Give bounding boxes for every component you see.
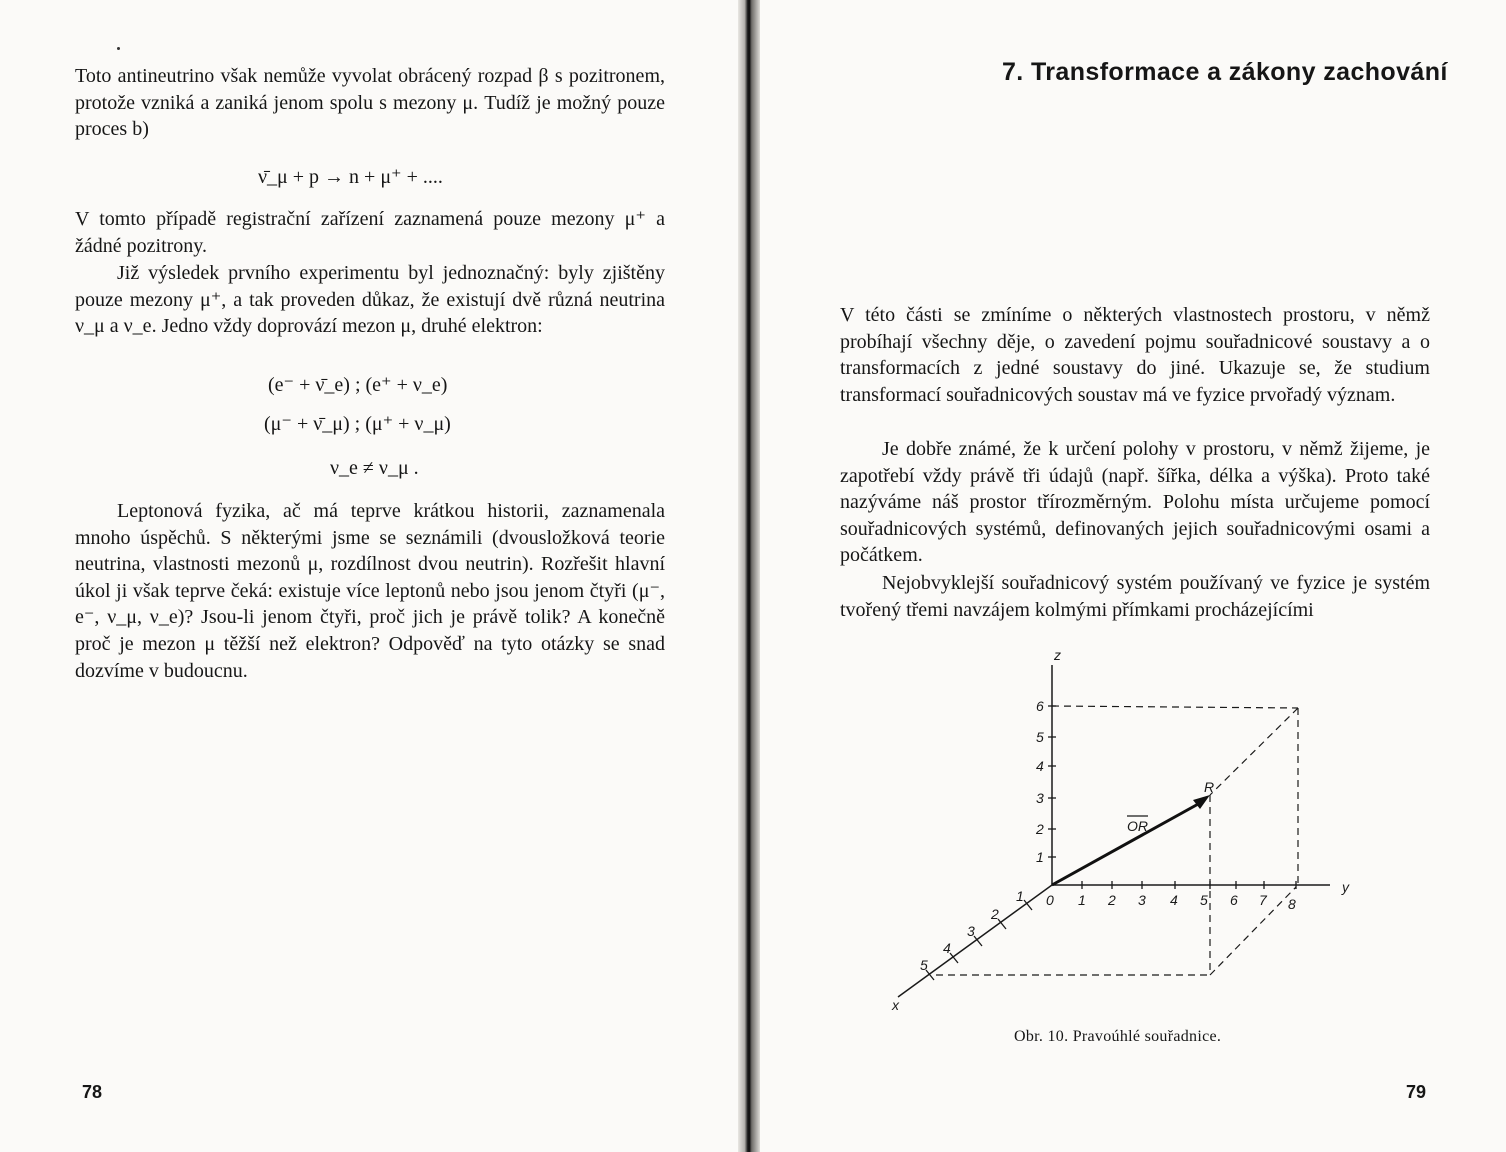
left-paragraph-4: Leptonová fyzika, ač má teprve krátkou historii, zaznamenala mnoho úspěchů. S některými jsme se seznámili (dvousložková teorie neutrina, vlastnosti mezonů μ, rozdílnost dvou neutrin). Rozřešit hlavní úkol ji však teprve čeká: existuje více leptonů nebo jsou jenom čtyři (μ⁻, e⁻, ν_μ, ν_e)? Jsou-li jenom čtyři, proč jich je právě tolik? A konečně proč je mezon μ těžší než elektron? Odpověď na tyto otázky se snad dozvíme v budoucnu. (75, 500, 665, 682)
vector-or (1052, 803, 1200, 885)
left-paragraph-2: V tomto případě registrační zařízení zaznamená pouze mezony μ⁺ a žádné pozitrony. (75, 208, 665, 257)
formula-process (258, 164, 443, 190)
coordinate-system-figure (880, 645, 1360, 1020)
page-number-left: 78 (82, 1082, 103, 1102)
formula-pair-mu: (μ⁻ + ν̄_μ) ; (μ⁺ + ν_μ) (264, 413, 451, 435)
dashed-diagonal-top (1210, 708, 1298, 795)
point-label-r: R (1204, 779, 1215, 795)
left-paragraph-3: Již výsledek prvního experimentu byl jednoznačný: byly zjištěny pouze mezony μ⁺, a tak proveden důkaz, že existují dvě různá neutrina ν_μ a ν_e. Jedno vždy doprovází mezon μ, druhé elektron: (75, 262, 665, 338)
right-paragraph-3: Nejobvyklejší souřadnicový systém používaný ve fyzice je systém tvořený třemi navzájem kolmými přímkami procházejícími (840, 572, 1430, 621)
dashed-diagonal-bottom (1210, 887, 1296, 975)
y-label-5: 5 (1200, 892, 1208, 908)
x-label-1: 1 (1016, 888, 1024, 904)
y-axis-label: y (1342, 879, 1349, 895)
left-page (0, 0, 738, 1152)
x-label-5: 5 (920, 957, 928, 973)
z-label-4: 4 (1036, 758, 1044, 774)
z-label-5: 5 (1036, 729, 1044, 745)
x-label-4: 4 (943, 940, 951, 956)
z-label-2: 2 (1036, 821, 1044, 837)
formula-pair-e: (e⁻ + ν̄_e) ; (e⁺ + ν_e) (268, 374, 448, 396)
formula-process-text: ν̄_μ + p → n + μ⁺ + .... (258, 166, 443, 188)
page-number-right: 79 (1406, 1082, 1427, 1102)
y-label-8: 8 (1288, 896, 1296, 912)
right-paragraph-1: V této části se zmíníme o některých vlastnostech prostoru, v němž probíhají všechny děje, o zavedení pojmu souřadnicové soustavy a o transformacích z jedné soustavy do jiné. Ukazuje se, že studium transformací souřadnicových soustav má ve fyzice prvořadý význam. (840, 304, 1430, 406)
y-label-7: 7 (1259, 892, 1267, 908)
origin-label: 0 (1046, 892, 1054, 908)
figure-caption: Obr. 10. Pravoúhlé souřadnice. (1014, 1028, 1222, 1045)
x-label-2: 2 (991, 906, 999, 922)
book-gutter (738, 0, 760, 1152)
y-label-6: 6 (1230, 892, 1238, 908)
right-paragraph-2: Je dobře známé, že k určení polohy v prostoru, v němž žijeme, je zapotřebí vždy právě tři údajů (např. šířka, délka a výška). Proto také nazýváme náš prostor třírozměrným. Polohu místa určujeme pomocí souřadnicových systémů, definovaných jejich souřadnicovými osami a počátkem. (840, 438, 1430, 567)
x-axis (898, 885, 1052, 997)
y-label-1: 1 (1078, 892, 1086, 908)
ink-speck (117, 47, 120, 50)
x-label-3: 3 (967, 923, 975, 939)
formula-inequality: ν_e ≠ ν_μ . (330, 457, 419, 479)
y-label-2: 2 (1108, 892, 1116, 908)
vector-label-or: OR (1127, 818, 1148, 834)
z-label-1: 1 (1036, 849, 1044, 865)
left-paragraph-1: Toto antineutrino však nemůže vyvolat obrácený rozpad β s pozitronem, protože vzniká a zaniká jenom spolu s mezony μ. Tudíž je možný pouze proces b) (75, 65, 665, 141)
x-axis-label: x (892, 997, 899, 1013)
z-label-6: 6 (1036, 698, 1044, 714)
dashed-top-edge (1052, 706, 1298, 708)
z-axis-label: z (1054, 647, 1061, 663)
section-title: 7. Transformace a zákony zachování (1002, 58, 1448, 86)
y-label-3: 3 (1138, 892, 1146, 908)
z-label-3: 3 (1036, 790, 1044, 806)
y-label-4: 4 (1170, 892, 1178, 908)
